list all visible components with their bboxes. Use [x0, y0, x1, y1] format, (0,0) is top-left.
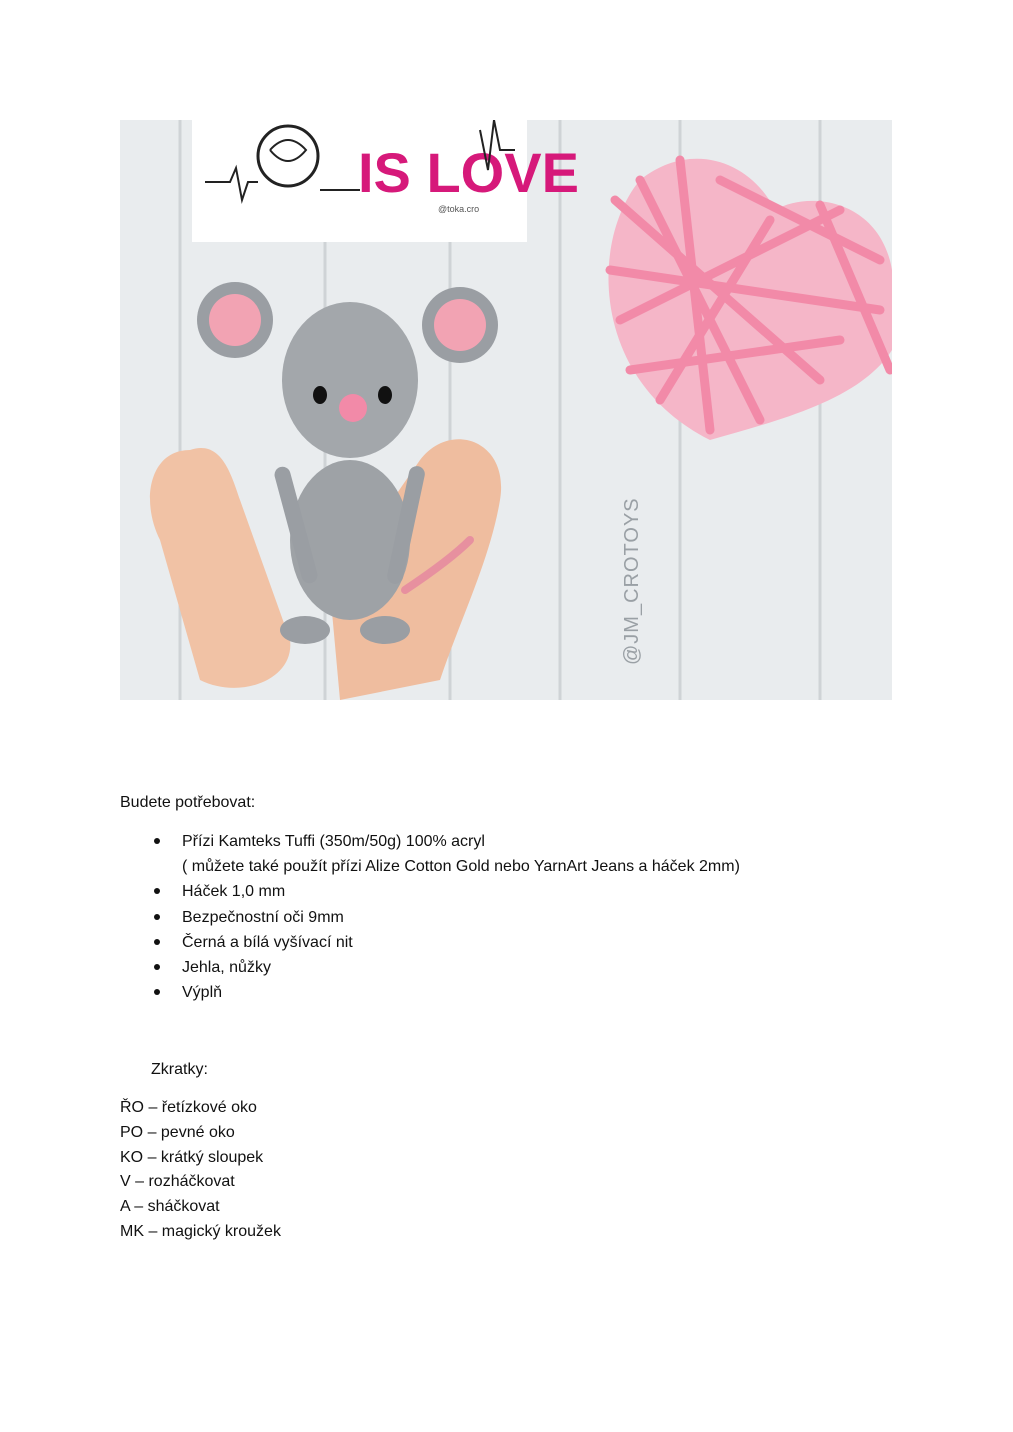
list-item: V – rozháčkovat	[120, 1173, 235, 1191]
list-item	[150, 980, 740, 1005]
materials-list	[150, 829, 740, 1005]
list-item	[150, 829, 740, 879]
card-logo-text: IS LOVE	[358, 141, 579, 204]
list-item	[150, 879, 740, 904]
abbreviations-heading: Zkratky:	[151, 1061, 208, 1078]
material-text: Černá a bílá vyšívací nit	[182, 933, 353, 951]
list-item: A – sháčkovat	[120, 1198, 220, 1216]
photo-watermark: @JM_CROTOYS	[621, 497, 643, 665]
material-text: Bezpečnostní oči 9mm	[182, 908, 344, 926]
list-item: MK – magický kroužek	[120, 1222, 281, 1240]
material-text: Háček 1,0 mm	[182, 883, 286, 901]
abbreviations-list	[120, 1096, 281, 1245]
material-text: Výplň	[182, 984, 223, 1002]
material-note: ( můžete také použít přízi Alize Cotton Gold nebo YarnArt Jeans a háček 2mm)	[182, 858, 740, 876]
material-text: Jehla, nůžky	[182, 959, 271, 977]
mouse-photo	[120, 120, 892, 700]
card-handle: @toka.cro	[438, 204, 480, 214]
materials-heading: Budete potřebovat:	[120, 794, 256, 811]
list-item	[150, 930, 740, 955]
material-text: Přízi Kamteks Tuffi (350m/50g) 100% acryl	[182, 833, 485, 850]
list-item: ŘO – řetízkové oko	[120, 1099, 257, 1116]
list-item: PO – pevné oko	[120, 1123, 235, 1141]
list-item: KO – krátký sloupek	[120, 1148, 264, 1166]
list-item	[150, 905, 740, 930]
list-item	[150, 955, 740, 980]
